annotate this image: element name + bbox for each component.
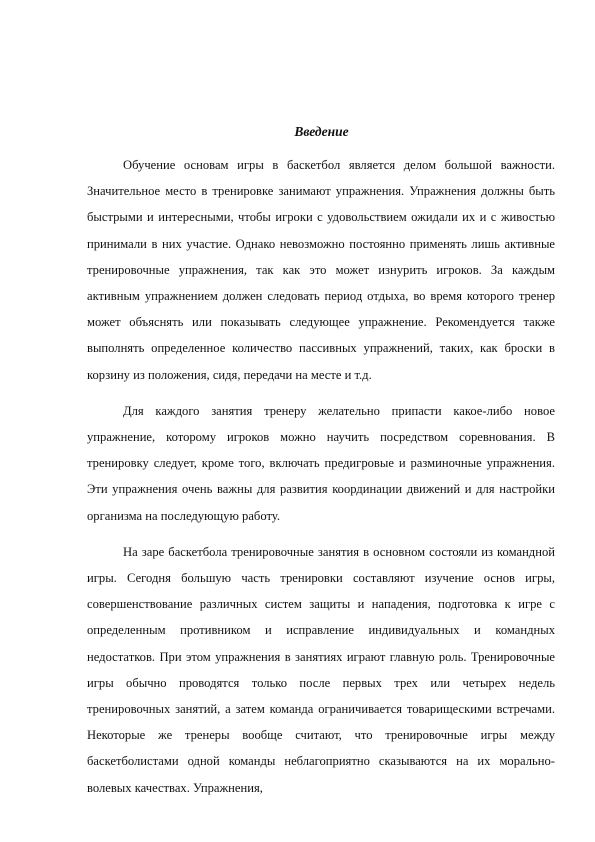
- paragraph-3: На заре баскетбола тренировочные занятия в основном состояли из командной игры. Сегодня большую часть тренировки составляют изучение основ игры, совершенствование различных систем защиты и нападения, подготовка к игре с определенным противником и исправление индивидуальных и командных недостатков. При этом упражнения в занятиях играют главную роль. Тренировочные игры обычно проводятся только после первых трех или четырех недель тренировочных занятий, а затем команда ограничивается товарищескими встречами. Некоторые же тренеры вообще считают, что тренировочные игры между баскетболистами одной команды неблагоприятно сказываются на их морально-волевых качествах. Упражнения,: [87, 544, 555, 795]
- page-title: Введение: [294, 124, 349, 139]
- paragraph-1: Обучение основам игры в баскетбол является делом большой важности. Значительное место в тренировке занимают упражнения. Упражнения должны быть быстрыми и интересными, чтобы игроки с удовольствием ожидали их и с живостью принимали в них участие. Однако невозможно постоянно применять лишь активные тренировочные упражнения, так как это может изнурить игроков. За каждым активным упражнением должен следовать период отдыха, во время которого тренер может объяснять или показывать следующее упражнение. Рекомендуется также выполнять определенное количество пассивных упражнений, таких, как броски в корзину из положения, сидя, передачи на месте и т.д.: [87, 158, 555, 382]
- document-body: [87, 152, 555, 801]
- paragraph-2: Для каждого занятия тренеру желательно припасти какое-либо новое упражнение, которому игроков можно научить посредством соревнования. В тренировку следует, кроме того, включать предигровые и разминочные упражнения. Эти упражнения очень важны для развития координации движений и для настройки организма на последующую работу.: [87, 403, 555, 523]
